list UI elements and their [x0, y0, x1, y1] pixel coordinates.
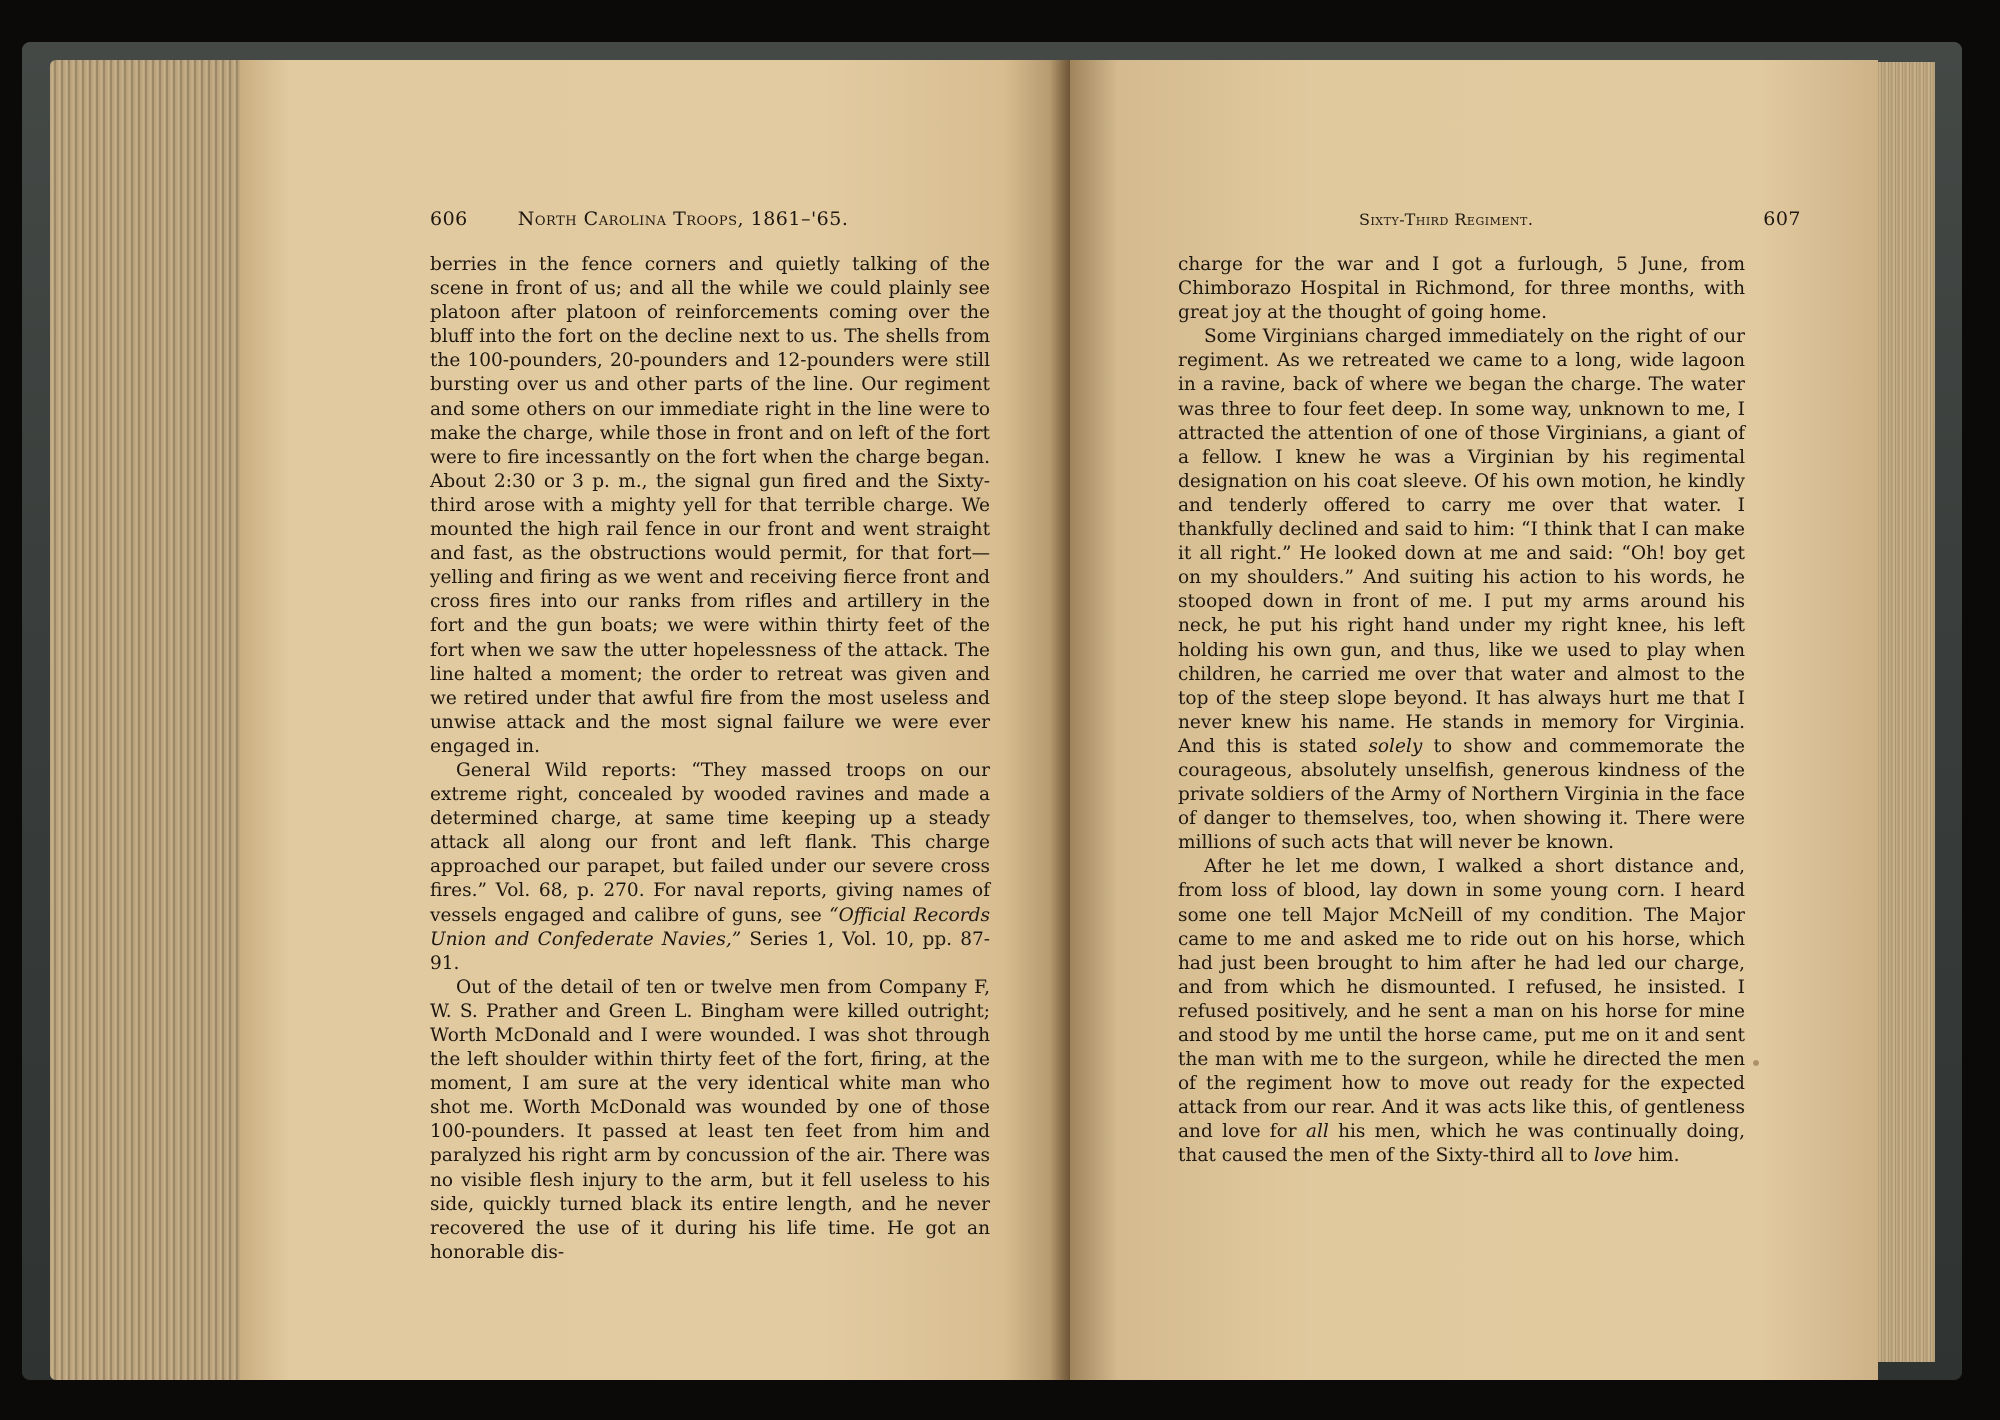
italic-citation: “Official Records Union and Confederate Navies,”	[430, 904, 990, 950]
left-page	[240, 60, 1070, 1380]
paragraph-text: his men, which he was continually doing, that caused the men of the Sixty-third all to	[1178, 1121, 1745, 1167]
paragraph-text: After he let me down, I walked a short distance and, from loss of blood, lay down in some young corn. I heard some one tell Major McNeill of my condition. The Major came to me and asked me to ride out on his horse, which had just been brought to him after he had led our charge, and from which he dismounted. I refused, he insisted. I refused positively, and he sent a man on his horse for mine and stood by me until the horse came, put me on it and sent the man with me to the surgeon, while he directed the men of the regiment how to move out ready for the expected attack from our rear. And it was acts like this, of gentleness and love for	[1178, 856, 1745, 1143]
paragraph-text: him.	[1632, 1145, 1680, 1167]
italic-word: all	[1305, 1121, 1329, 1143]
page-number-left: 606	[430, 208, 468, 230]
paragraph-text: Series 1, Vol. 10, pp. 87-91.	[430, 928, 990, 974]
page-edges-left	[50, 60, 260, 1380]
running-head-title-left: North Carolina Troops, 1861–'65.	[517, 208, 849, 230]
page-edges-right	[1875, 62, 1935, 1362]
paragraph-text: to show and commemorate the courageous, absolutely unselfish, generous kindness of the private soldiers of the Army of Northern Virginia in the face of danger to themselves, too, when showing it. There were millions of such acts that will never be known.	[1178, 735, 1745, 854]
paragraph	[430, 759, 990, 976]
paragraph-text: General Wild reports: “They massed troops on our extreme right, concealed by wooded ravines and made a determined charge, at same time keeping up a steady attack all along our front and left flank. This charge approached our parapet, but failed under our severe cross fires.” Vol. 68, p. 270. For naval reports, giving names of vessels engaged and calibre of guns, see	[430, 759, 990, 926]
paragraph: charge for the war and I got a furlough, 5 June, from Chimborazo Hospital in Richmond, for three months, with great joy at the thought of going home.	[1178, 254, 1745, 324]
paragraph	[1178, 855, 1745, 1168]
running-head-title-right: Sixty-Third Regiment.	[1359, 210, 1534, 229]
right-page	[1070, 60, 1878, 1380]
page-number-right: 607	[1763, 208, 1801, 230]
paragraph-text: Some Virginians charged immediately on the right of our regiment. As we retreated we came to a long, wide lagoon in a ravine, back of where we began the charge. The water was three to four feet deep. In some way, unknown to me, I attracted the attention of one of those Virginians, a giant of a fellow. I knew he was a Virginian by his regimental designation on his coat sleeve. Of his own motion, he kindly and tenderly offered to carry me over that water. I thankfully declined and said to him: “I think that I can make it all right.” He looked down at me and said: “Oh! boy get on my shoulders.” And suiting his action to his words, he stooped down in front of me. I put my arms around his neck, he put his right hand under my right knee, his left holding his own gun, and thus, like we used to play when children, he carried me over that water and almost to the top of the steep slope beyond. It has always hurt me that I never knew his name. He stands in memory for Virginia. And this is stated	[1178, 326, 1745, 757]
right-running-head	[1359, 208, 1801, 230]
italic-word: love	[1593, 1145, 1633, 1167]
paragraph: Out of the detail of ten or twelve men from Company F, W. S. Prather and Green L. Bingham were killed outright; Worth McDonald and I were wounded. I was shot through the left shoulder within thirty feet of the fort, firing, at the moment, I am sure at the very identical white man who shot me. Worth McDonald was wounded by one of those 100-pounders. It passed at least ten feet from him and paralyzed his right arm by concussion of the air. There was no visible flesh injury to the arm, but it fell useless to his side, quickly turned black its entire length, and he never recovered the use of it during his life time. He got an honorable dis-	[430, 976, 990, 1263]
right-page-body	[1178, 253, 1745, 1169]
left-page-body	[430, 253, 990, 1265]
italic-word: solely	[1368, 735, 1423, 757]
paper-speck	[1753, 1060, 1759, 1066]
paragraph: berries in the fence corners and quietly talking of the scene in front of us; and all the while we could plainly see platoon after platoon of reinforcements coming over the bluff into the fort on the decline next to us. The shells from the 100-pounders, 20-pounders and 12-pounders were still bursting over us and other parts of the line. Our regiment and some others on our immediate right in the line were to make the charge, while those in front and on left of the fort were to fire incessantly on the fort when the charge began. About 2:30 or 3 p. m., the signal gun fired and the Sixty-third arose with a mighty yell for that terrible charge. We mounted the high rail fence in our front and went straight and fast, as the obstructions would permit, for that fort—yelling and firing as we went and receiving fierce front and cross fires into our ranks from rifles and artillery in the fort and the gun boats; we were within thirty feet of the fort when we saw the utter hopelessness of the attack. The line halted a moment; the order to retreat was given and we retired under that awful fire from the most useless and unwise attack and the most signal failure we were ever engaged in.	[430, 254, 990, 757]
paragraph	[1178, 325, 1745, 855]
